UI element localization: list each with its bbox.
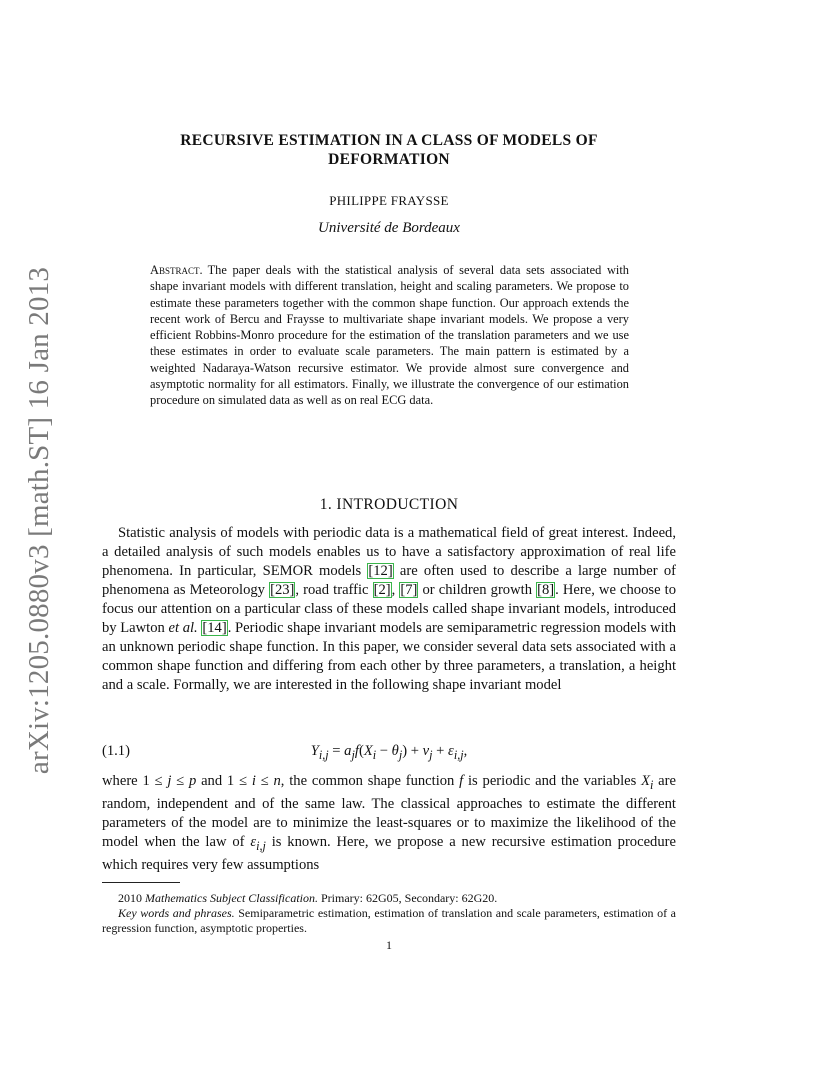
footnote-msc: 2010 Mathematics Subject Classification. Primary: 62G05, Secondary: 62G20. [118, 891, 498, 905]
abstract [150, 262, 629, 409]
intro-paragraph-2: where 1 ≤ j ≤ p and 1 ≤ i ≤ n, the common shape function f is periodic and the variables $X_i$ are random, independent and of the same law. The classical approaches to estimate the different parameters of the model are to minimize the least-squares or to maximize the likelihood of the model when the law of $\varepsilon_{i,j}$ is known. Here, we propose a new recursive estimation procedure which requires very few assumptions [102, 773, 676, 873]
equation-number: (1.1) [102, 743, 130, 759]
paper-title [102, 131, 676, 169]
author-affiliation: Université de Bordeaux [318, 220, 460, 236]
title-line-2: DEFORMATION [328, 151, 450, 168]
citation-link[interactable]: [12] [368, 563, 393, 579]
intro-paragraph-1: Statistic analysis of models with periodic data is a mathematical field of great interest. Indeed, a detailed analysis of such models enables us to have a satisfactory approximation of real life phenomena. In particular, SEMOR models [12] are often used to describe a large number of phenomena as Meteorology [23], road traffic [2], [7] or children growth [8]. Here, we choose to focus our attention on a particular class of these models called shape invariant models, introduced by Lawton et al. [14]. Periodic shape invariant models are semiparametric regression models with an unknown periodic shape function. In this paper, we consider several data sets associated with a common shape function and differing from each other by three parameters, a translation, a height and a scale. Formally, we are interested in the following shape invariant model [102, 525, 677, 693]
footnote-divider [102, 882, 180, 883]
citation-link[interactable]: [23] [270, 582, 295, 598]
citation-link[interactable]: [7] [400, 582, 418, 598]
arxiv-stamp [18, 266, 62, 774]
abstract-label: Abstract. [150, 263, 203, 277]
citation-link[interactable]: [8] [537, 582, 555, 598]
equation-1-1 [102, 743, 676, 763]
citation-link[interactable]: [2] [373, 582, 391, 598]
abstract-text: The paper deals with the statistical analysis of several data sets associated with shape invariant models with different translation, height and scaling parameters. We propose to estimate these parameters together with the common shape function. Our approach extends the recent work of Bercu and Fraysse to multivariate shape invariant models. We propose a very efficient Robbins-Monro procedure for the estimation of the translation parameters and we use these estimates in order to evaluate scale parameters. The main pattern is estimated by a weighted Nadaraya-Watson recursive estimator. We provide almost sure convergence and asymptotic normality for all estimators. Finally, we illustrate the convergence of our estimation procedure on simulated data as well as on real ECG data. [150, 263, 629, 408]
author-name: PHILIPPE FRAYSSE [329, 193, 449, 208]
page-number: 1 [386, 938, 392, 952]
footnote-keywords: Key words and phrases. Semiparametric estimation, estimation of translation and scale parameters, estimation of a regression function, asymptotic properties. [102, 906, 677, 935]
arxiv-stamp-text: arXiv:1205.0880v3 [math.ST] 16 Jan 2013 [23, 266, 56, 774]
equation-body: $Y_{i,j} = a_jf(X_i - \theta_j) + v_j + \varepsilon_{i,j}$, [310, 743, 468, 762]
citation-link[interactable]: [14] [202, 620, 227, 636]
section-heading: 1. INTRODUCTION [319, 496, 459, 513]
title-line-1: RECURSIVE ESTIMATION IN A CLASS OF MODELS OF [180, 132, 598, 149]
